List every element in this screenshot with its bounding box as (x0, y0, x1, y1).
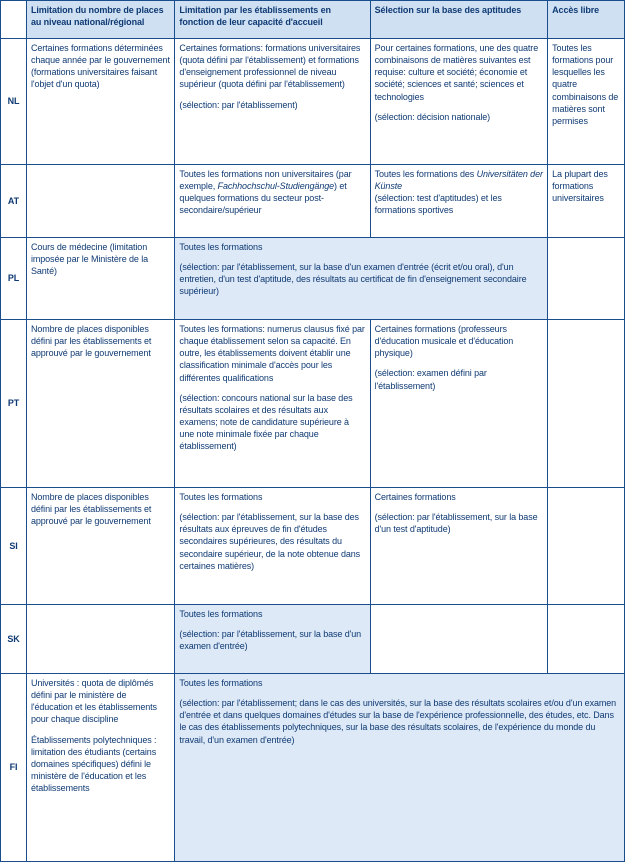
country-code-pl: PL (1, 238, 27, 320)
table-row-nl (1, 39, 625, 165)
table-row-fi (1, 674, 625, 862)
header-national-limit: Limitation du nombre de places au niveau national/régional (26, 1, 174, 39)
cell-sk-aptitude (370, 605, 548, 674)
cell-at-national (26, 165, 174, 238)
cell-fi-national: Universités : quota de diplômés défini par le ministère de l'éducation et les établissements pour chaque discipline Établissements polytechniques : limitation des étudiants (certains domaines spécifiques) défini le ministère de l'éducation et les établissements (26, 674, 174, 862)
cell-fi-institution-aptitude-open: Toutes les formations (sélection: par l'établissement; dans le cas des universités, sur la base des résultats scolaires et/ou d'un examen d'entrée et dans quelques domaines d'études sur la base de l'expérience professionnelle, des études, etc. Dans le cas des établissements polytechniques, sur la base des résultats scolaires, de l'expérience du monde du travail, d'un examen d'entrée) (175, 674, 625, 862)
header-corner (1, 1, 27, 39)
cell-nl-institution: Certaines formations: formations universitaires (quota défini par l'établissement) et formations d'enseignement professionnel de niveau supérieur (quota défini par l'établissement) (sélection: par l'établissement) (175, 39, 370, 165)
cell-sk-national (26, 605, 174, 674)
cell-sk-institution: Toutes les formations (sélection: par l'établissement, sur la base d'un examen d'entrée) (175, 605, 370, 674)
table-row-pl (1, 238, 625, 320)
cell-sk-open (548, 605, 625, 674)
cell-si-national: Nombre de places disponibles défini par les établissements et approuvé par le gouvernement (26, 488, 174, 605)
cell-pt-aptitude: Certaines formations (professeurs d'éducation musicale et d'éducation physique) (sélection: examen défini par l'établissement) (370, 320, 548, 488)
table-header-row (1, 1, 625, 39)
cell-nl-aptitude: Pour certaines formations, une des quatre combinaisons de matières suivantes est requise: culture et société; économie et société; sciences et santé; sciences et technologies (sélection: décision nationale) (370, 39, 548, 165)
country-code-nl: NL (1, 39, 27, 165)
cell-at-aptitude: Toutes les formations des Universitäten der Künste (sélection: test d'aptitudes) et les formations sportives (370, 165, 548, 238)
cell-nl-national: Certaines formations déterminées chaque année par le gouvernement (formations universitaires faisant l'objet d'un quota) (26, 39, 174, 165)
cell-pl-national: Cours de médecine (limitation imposée par le Ministère de la Santé) (26, 238, 174, 320)
country-code-sk: SK (1, 605, 27, 674)
cell-si-open (548, 488, 625, 605)
cell-at-open: La plupart des formations universitaires (548, 165, 625, 238)
country-code-fi: FI (1, 674, 27, 862)
country-code-si: SI (1, 488, 27, 605)
cell-pt-national: Nombre de places disponibles défini par les établissements et approuvé par le gouvernement (26, 320, 174, 488)
table-row-sk (1, 605, 625, 674)
cell-nl-open: Toutes les formations pour lesquelles les quatre combinaisons de matières sont permises (548, 39, 625, 165)
cell-si-aptitude: Certaines formations (sélection: par l'établissement, sur la base d'un test d'aptitude) (370, 488, 548, 605)
header-open-access: Accès libre (548, 1, 625, 39)
cell-pt-open (548, 320, 625, 488)
table-row-pt (1, 320, 625, 488)
cell-si-institution: Toutes les formations (sélection: par l'établissement, sur la base des résultats aux épreuves de fin d'études secondaires supérieures, des résultats du secondaire supérieur, de la note obtenue dans certaines matières) (175, 488, 370, 605)
table-row-si (1, 488, 625, 605)
table-row-at (1, 165, 625, 238)
cell-pl-open (548, 238, 625, 320)
header-aptitude-selection: Sélection sur la base des aptitudes (370, 1, 548, 39)
cell-at-institution: Toutes les formations non universitaires (par exemple, Fachhochschul-Studiengänge) et quelques formations du secteur post-secondaire/supérieur (175, 165, 370, 238)
header-institution-limit: Limitation par les établissements en fonction de leur capacité d'accueil (175, 1, 370, 39)
cell-pl-institution-aptitude: Toutes les formations (sélection: par l'établissement, sur la base d'un examen d'entrée (écrit et/ou oral), d'un entretien, d'un test d'aptitude, des résultats au certificat de fin d'enseignement secondaire supérieur) (175, 238, 548, 320)
cell-pt-institution: Toutes les formations: numerus clausus fixé par chaque établissement selon sa capacité. En outre, les établissements doivent établir une classification minimale d'accès pour les différentes qualifications (sélection: concours national sur la base des résultats scolaires et des résultats aux examens; note de candidature supérieure à une note minimale fixée par chaque établissement) (175, 320, 370, 488)
country-code-at: AT (1, 165, 27, 238)
country-code-pt: PT (1, 320, 27, 488)
